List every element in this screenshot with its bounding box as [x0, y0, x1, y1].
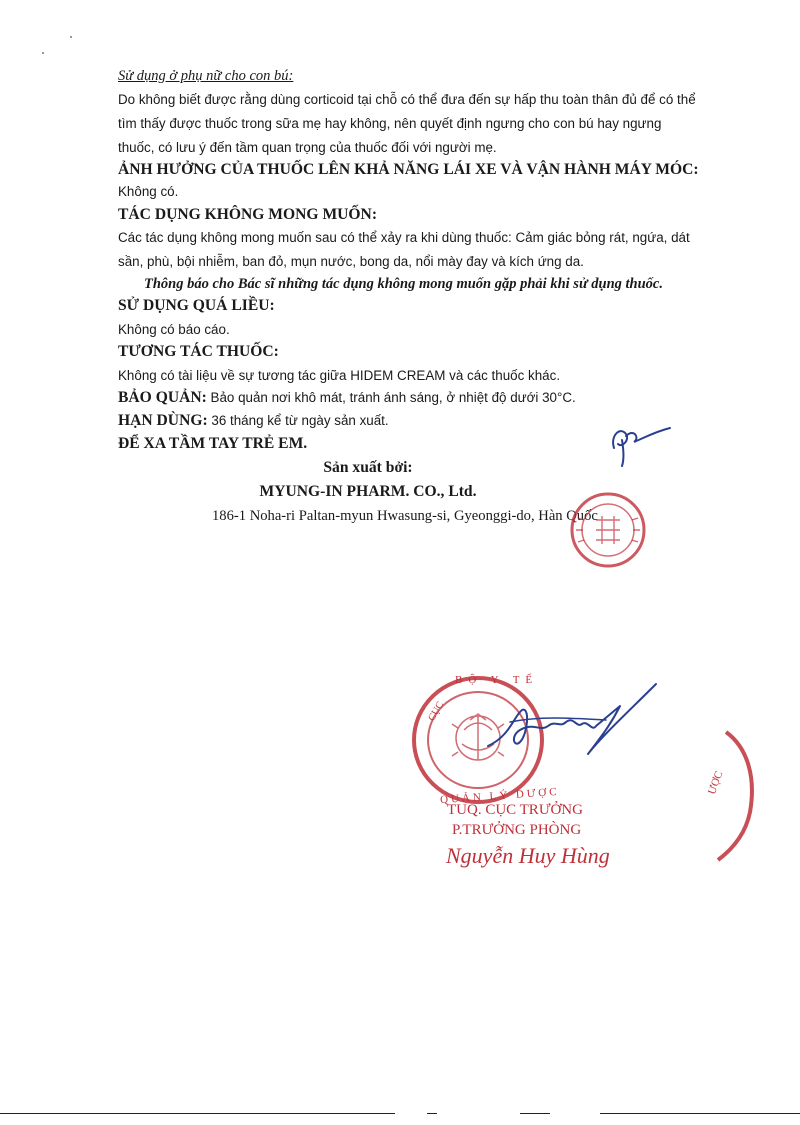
approval-signer-name: Nguyễn Huy Hùng: [446, 843, 610, 868]
paragraph-line: thuốc, có lưu ý đến tầm quan trọng của thuốc đối với người mẹ.: [118, 140, 497, 155]
ministry-seal-bottom-text: QUẢN LÝ DƯỢC: [439, 785, 560, 807]
manufacturer-name: MYUNG-IN PHARM. CO., Ltd.: [259, 483, 477, 500]
director-signature-icon: [470, 676, 670, 766]
paragraph-line: tìm thấy được thuốc trong sữa mẹ hay không, nên quyết định ngưng cho con bú hay ngưng: [118, 116, 662, 131]
approval-title-2: P.TRƯỞNG PHÒNG: [452, 822, 582, 838]
heading-driving: ẢNH HƯỞNG CỦA THUỐC LÊN KHẢ NĂNG LÁI XE VÀ VẬN HÀNH MÁY MÓC:: [118, 161, 699, 178]
partial-seal-text: ƯỢC: [706, 769, 726, 797]
paragraph-line: sần, phù, bội nhiễm, ban đỏ, mụn nước, bong da, nổi mày đay và kích ứng da.: [118, 254, 584, 269]
heading-overdose: SỬ DỤNG QUÁ LIỀU:: [118, 297, 275, 314]
partial-seal-icon: [704, 728, 800, 868]
expiry-line: [118, 411, 389, 431]
paragraph-line: Do không biết được rằng dùng corticoid tại chỗ có thể đưa đến sự hấp thu toàn thân đủ để có thể: [118, 92, 696, 107]
storage-value: Bảo quản nơi khô mát, tránh ánh sáng, ở nhiệt độ dưới 30°C.: [206, 390, 576, 405]
heading-interactions: TƯƠNG TÁC THUỐC:: [118, 343, 279, 360]
footer-rule: [0, 1113, 395, 1114]
manufacturer-address: 186-1 Noha-ri Paltan-myun Hwasung-si, Gyeonggi-do, Hàn Quốc: [212, 508, 598, 524]
speck: [42, 52, 44, 54]
speck: [70, 36, 72, 38]
heading-side-effects: TÁC DỤNG KHÔNG MONG MUỐN:: [118, 206, 378, 223]
expiry-value: 36 tháng kể từ ngày sản xuất.: [207, 413, 389, 428]
notice-doctor: Thông báo cho Bác sĩ những tác dụng không mong muốn gặp phải khi sử dụng thuốc.: [144, 276, 663, 292]
footer-rule-fragment: [427, 1113, 437, 1114]
footer-rule-fragment: [520, 1113, 550, 1114]
manufacturer-label: Sản xuất bởi:: [323, 459, 413, 476]
paragraph-line: Không có tài liệu về sự tương tác giữa HIDEM CREAM và các thuốc khác.: [118, 368, 561, 383]
approval-title-1: TUQ. CỤC TRƯỞNG: [447, 802, 583, 818]
paragraph-line: Không có báo cáo.: [118, 322, 230, 337]
initials-signature-icon: [600, 418, 680, 468]
ministry-seal-top-text: BỘ Y TẾ: [455, 674, 539, 686]
section-breastfeeding-title: Sử dụng ở phụ nữ cho con bú:: [118, 68, 294, 84]
footer-rule-fragment: [600, 1113, 800, 1114]
ministry-seal-left-text: CỤC: [426, 699, 447, 724]
storage-line: [118, 388, 576, 408]
paragraph-line: Không có.: [118, 184, 179, 199]
expiry-label: HẠN DÙNG:: [118, 412, 208, 429]
storage-label: BẢO QUẢN:: [118, 389, 207, 406]
paragraph-line: Các tác dụng không mong muốn sau có thể xảy ra khi dùng thuốc: Cảm giác bỏng rát, ngứa, dát: [118, 230, 690, 245]
keep-away-children: ĐỂ XA TẦM TAY TRẺ EM.: [118, 435, 308, 452]
company-seal-icon: [566, 488, 650, 572]
